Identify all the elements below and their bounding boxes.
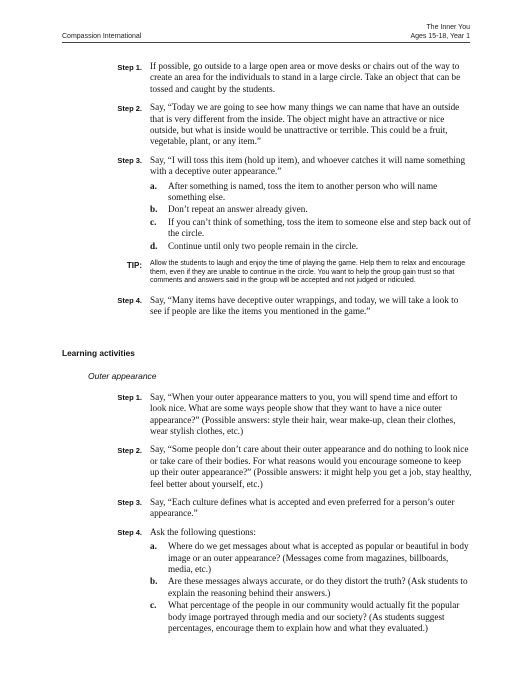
- sub-text: After something is named, toss the item to another person who will name something else.: [168, 180, 438, 203]
- header-title: The Inner You: [426, 24, 470, 31]
- sub-text: If you can’t think of something, toss the item to someone else and step back out of the circle.: [168, 216, 471, 239]
- tip-text: Allow the students to laugh and enjoy the time of playing the game. Help them to relax and encourage them, even if they are unable to continue in the circle. You want to help the group gain trust so that comments and answers said in the group will be accepted and not judged or ridiculed.: [150, 260, 466, 285]
- step-label: Step 3.: [117, 156, 142, 166]
- step-label: Step 1.: [117, 393, 142, 403]
- intro-step-4: [62, 295, 472, 318]
- intro-step-2: [62, 102, 472, 148]
- sub-item-c: [150, 600, 472, 634]
- subsection-title: Outer appearance: [88, 370, 157, 381]
- intro-step-3: [62, 155, 472, 252]
- step-label: Step 4.: [117, 296, 142, 306]
- sub-text: Continue until only two people remain in the circle.: [168, 240, 359, 251]
- sub-item-b: [150, 204, 472, 215]
- step-text: Ask the following questions:: [150, 526, 256, 537]
- header-age-year: Ages 15-18, Year 1: [410, 33, 470, 40]
- sub-item-a: [150, 541, 472, 575]
- activity-step-1: [62, 392, 472, 438]
- step-label: Step 2.: [117, 445, 142, 455]
- sub-letter: b.: [150, 576, 158, 587]
- step-body: [150, 527, 472, 635]
- header-course-info: [410, 23, 470, 41]
- activity-step-4: [62, 527, 472, 635]
- sub-item-a: [150, 181, 472, 204]
- step-label: Step 4.: [117, 528, 142, 538]
- activity-step-2: [62, 444, 472, 490]
- sub-item-b: [150, 576, 472, 599]
- sub-letter: c.: [150, 600, 157, 611]
- step-text: Say, “Some people don’t care about their outer appearance and do nothing to look nice or take care of their bodies. For what reasons would you encourage someone to keep up their outer appearance?” (Possible answers: it might help you get a job, stay healthy, feel better about yourself, etc.): [150, 444, 472, 489]
- sub-letter: b.: [150, 204, 158, 215]
- intro-step-1: [62, 61, 472, 95]
- sub-letter: a.: [150, 180, 157, 191]
- activity-step-3: [62, 497, 472, 520]
- section-title: Learning activities: [62, 347, 135, 358]
- step-label: Step 3.: [117, 498, 142, 508]
- sub-text: Are these messages always accurate, or do they distort the truth? (Ask students to explain the reasoning behind their answers.): [168, 576, 468, 598]
- step-text: Say, “Today we are going to see how many things we can name that have an outside that is very different from the inside. The object might have an attractive or nice outside, but what is inside would be unattractive or terrible. This could be a fruit, vegetable, plant, or any item.”: [150, 102, 460, 147]
- header-divider: [62, 42, 470, 43]
- sub-letter: c.: [150, 216, 157, 227]
- step-text: Say, “Each culture defines what is accepted and even preferred for a person’s outer appearance.”: [150, 496, 455, 519]
- step-text: Say, “When your outer appearance matters to you, you will spend time and effort to look nice. What are some ways people show that they want to have a nice outer appearance?” (Possible answers: style their hair, wear make-up, clean their clothes, wear stylish clothes, etc.): [150, 391, 458, 436]
- step-label: Step 2.: [117, 103, 142, 113]
- step-body: [150, 155, 472, 252]
- sub-letter: a.: [150, 541, 157, 552]
- sub-item-d: [150, 241, 472, 252]
- step-label: Step 1.: [117, 62, 142, 72]
- sub-letter: d.: [150, 240, 158, 251]
- step-text: Say, “Many items have deceptive outer wrappings, and today, we will take a look to see if people are like the items you mentioned in the game.”: [150, 294, 459, 317]
- sub-item-c: [150, 217, 472, 240]
- tip-block: [62, 259, 472, 286]
- step-text: Say, “I will toss this item (hold up item), and whoever catches it will name something with a deceptive outer appearance.”: [150, 154, 466, 177]
- sub-text: What percentage of the people in our community would actually fit the popular body image portrayed through media and our society? (As students suggest percentages, encourage them to explain how and what they evaluated.): [168, 600, 460, 633]
- sub-text: Where do we get messages about what is accepted as popular or beautiful in body image or an outer appearance? (Messages come from magazines, billboards, media, etc.): [168, 541, 469, 574]
- header-organization: Compassion International: [62, 33, 142, 40]
- tip-label: TIP:: [126, 260, 142, 270]
- sub-text: Don’t repeat an answer already given.: [168, 204, 308, 215]
- step-text: If possible, go outside to a large open area or move desks or chairs out of the way to create an area for the individuals to stand in a large circle. Take an object that can be tossed and caught by the students.: [150, 61, 461, 94]
- page-content: [62, 61, 472, 641]
